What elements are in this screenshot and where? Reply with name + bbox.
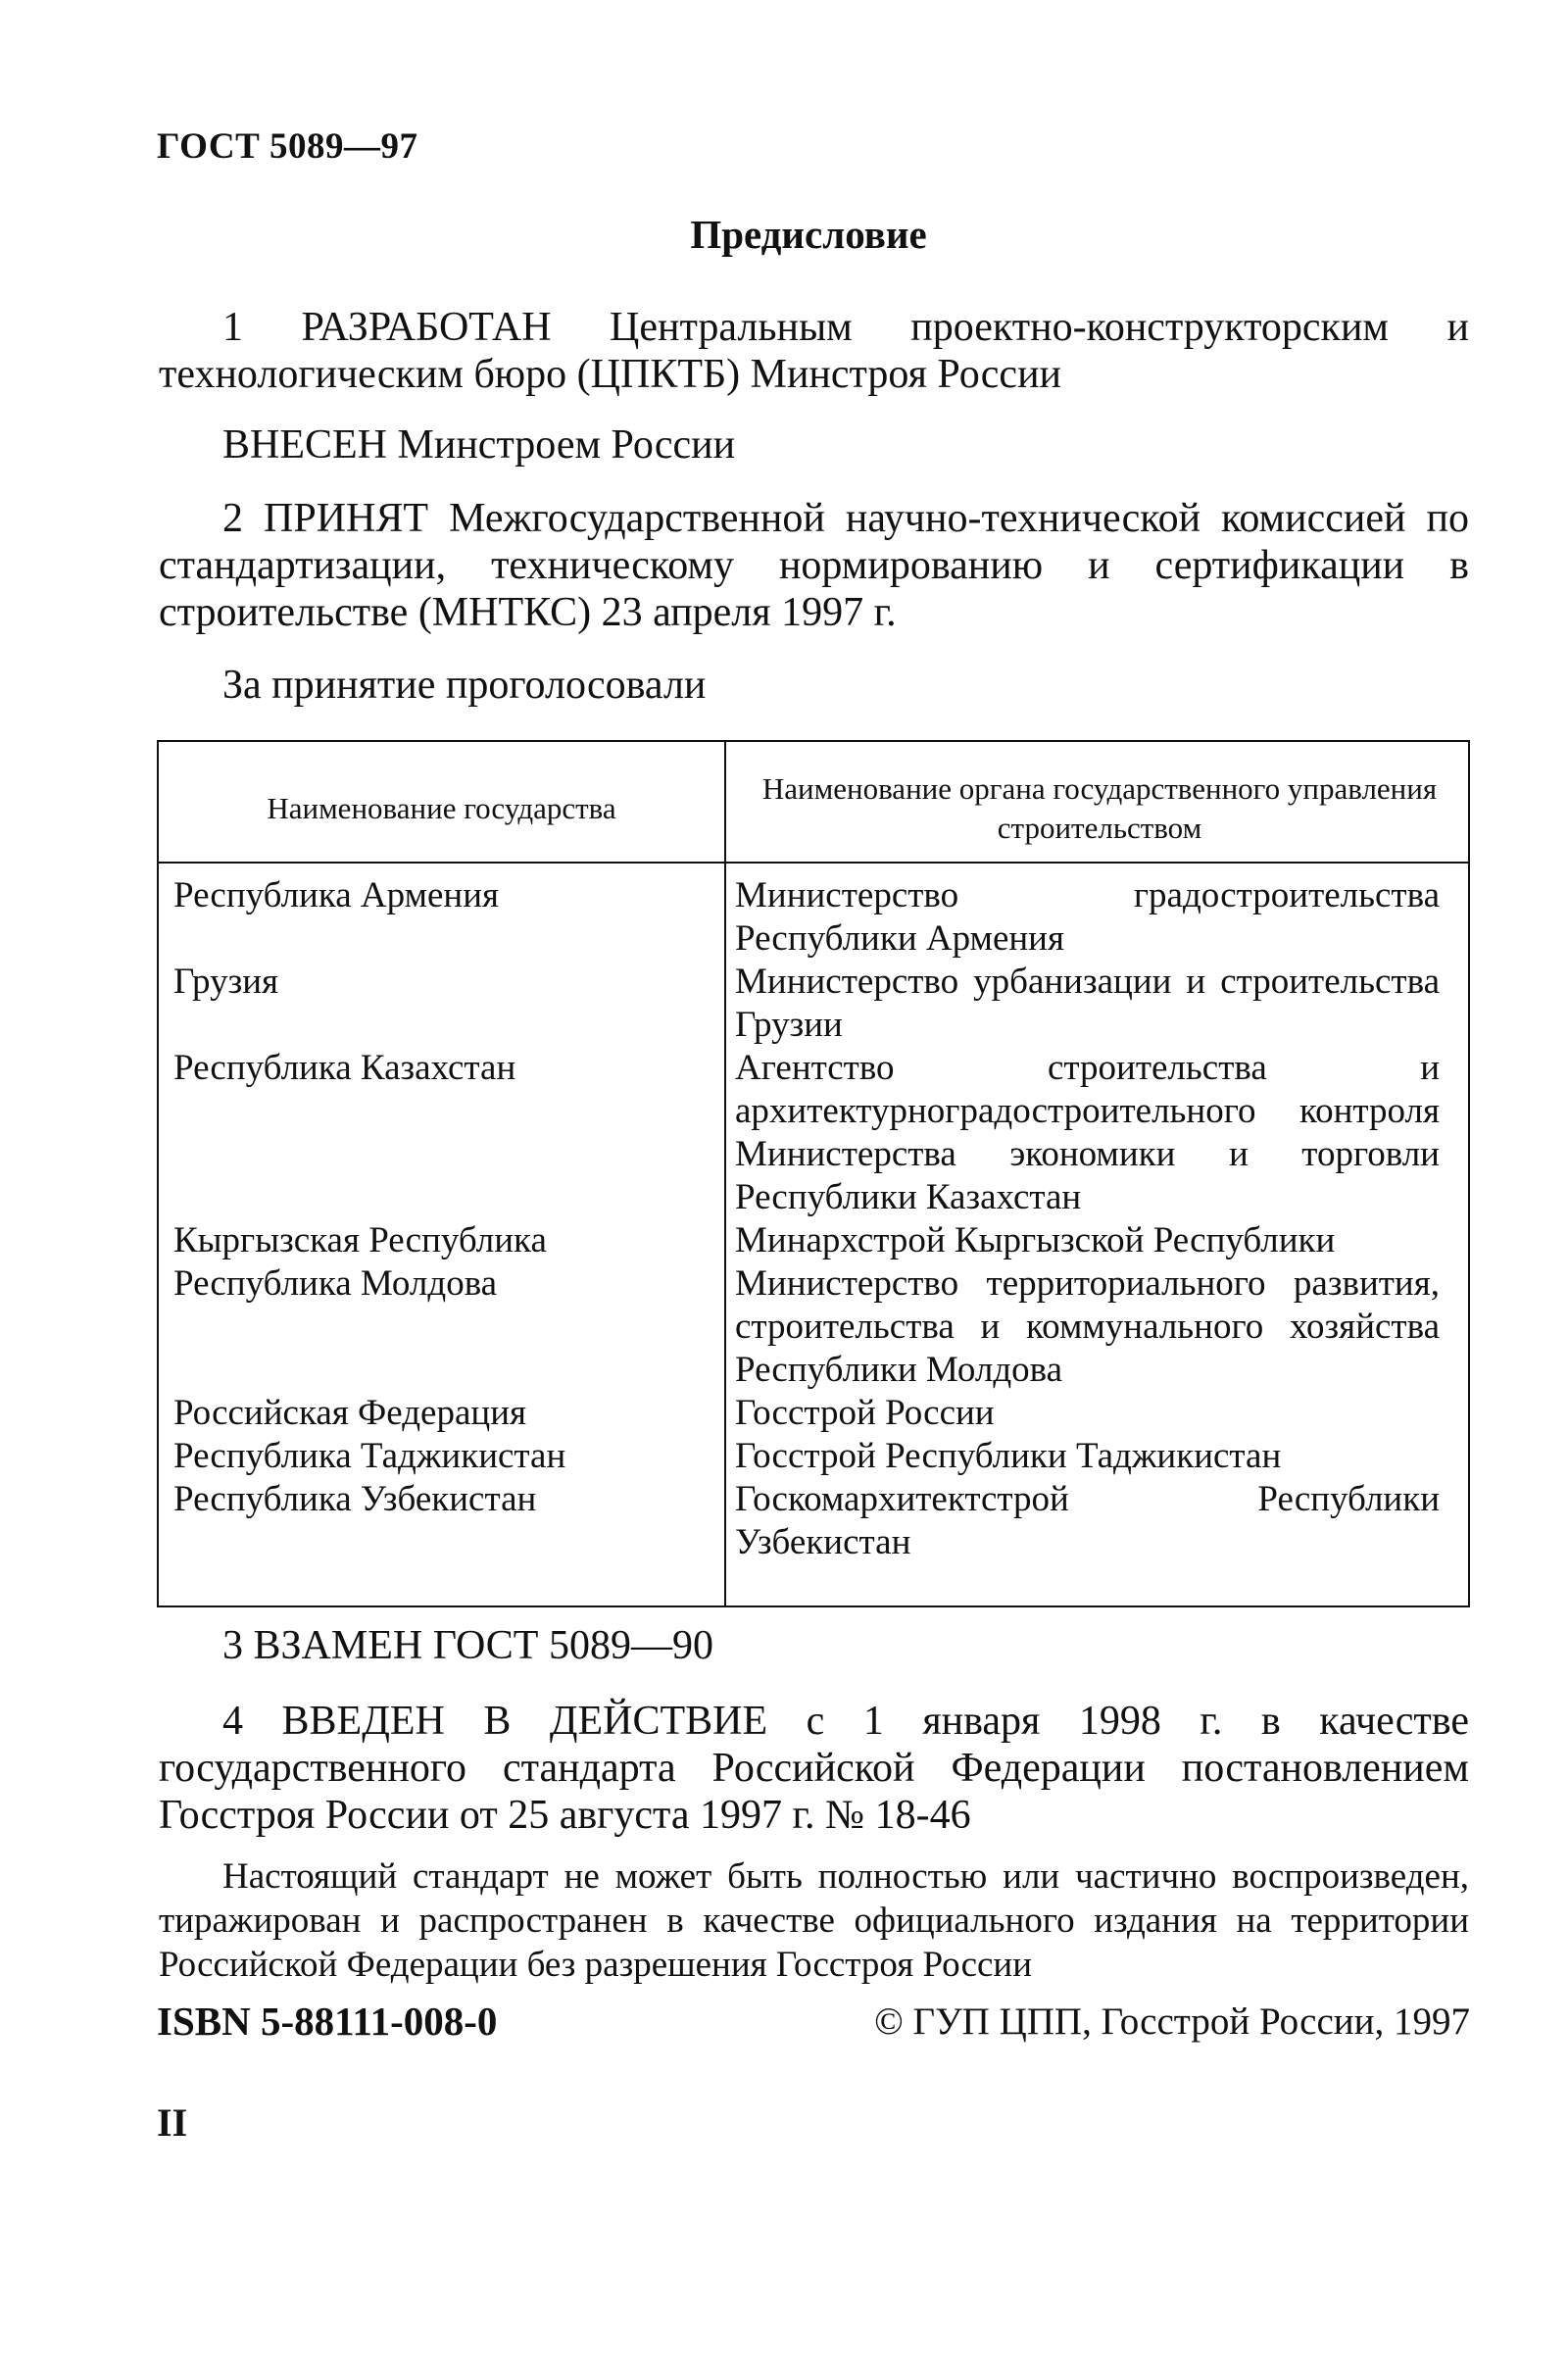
paragraph-replaces: 3 ВЗАМЕН ГОСТ 5089—90 (222, 1623, 713, 1668)
table-cell-country: Грузия (173, 962, 279, 1002)
table-cell-country: Республика Молдова (173, 1263, 498, 1304)
table-cell-country: Российская Федерация (173, 1393, 527, 1433)
table-cell-country: Республика Армения (173, 875, 500, 915)
table-row (159, 874, 1468, 961)
table-cell-organ: Госстрой Республики Таджикистан (735, 1436, 1282, 1476)
table-cell-country: Республика Таджикистан (173, 1436, 566, 1476)
isbn: ISBN 5-88111-008-0 (157, 1999, 498, 2044)
table-row (159, 1219, 1468, 1262)
table-cell-organ: Минархстрой Кыргызской Республики (735, 1220, 1336, 1260)
page-title: Предисловие (690, 212, 927, 257)
table-header-organ: Наименование органа государственного управления строительством (761, 771, 1438, 845)
table-cell-country: Кыргызская Республика (173, 1220, 547, 1260)
table-cell-country: Республика Казахстан (173, 1048, 516, 1088)
table-row (159, 1478, 1468, 1564)
paragraph-voted: За принятие проголосовали (222, 663, 707, 708)
table-cell-organ: Госстрой России (735, 1393, 995, 1433)
paragraph-developed: 1 РАЗРАБОТАН Центральным проектно-конструкторским и технологическим бюро (ЦПКТБ) Минстроя России (159, 305, 1469, 397)
paragraph-adopted: 2 ПРИНЯТ Межгосударственной научно-технической комиссией по стандартизации, техническому нормированию и сертификации в строительстве (МНТКС) 23 апреля 1997 г. (159, 496, 1469, 635)
paragraph-effective: 4 ВВЕДЕН В ДЕЙСТВИЕ с 1 января 1998 г. в качестве государственного стандарта Российской Федерации постановлением Госстроя России от 25 августа 1997 г. № 18-46 (159, 1699, 1469, 1838)
table-cell-organ: Министерство урбанизации и строительства Грузии (735, 962, 1440, 1045)
table-cell-organ: Министерство территориального развития, строительства и коммунального хозяйства Республики Молдова (735, 1263, 1440, 1390)
table-row (159, 1392, 1468, 1435)
table-header-divider (159, 862, 1468, 864)
table-header-country: Наименование государства (267, 791, 616, 825)
table-cell-organ: Агентство строительства и архитектурноградостроительного контроля Министерства экономики и торговли Республики Казахстан (735, 1048, 1440, 1217)
table-row (159, 1047, 1468, 1219)
table-row (159, 1435, 1468, 1478)
paragraph-notice: Настоящий стандарт не может быть полностью или частично воспроизведен, тиражирован и распространен в качестве официального издания на территории Российской Федерации без разрешения Госстроя России (159, 1856, 1469, 1985)
page-number: II (157, 2100, 188, 2145)
table-body (159, 874, 1468, 1564)
table-row (159, 1262, 1468, 1392)
table-cell-organ: Госкомархитектстрой Республики Узбекистан (735, 1479, 1440, 1562)
table-cell-organ: Министерство градостроительства Республики Армения (735, 875, 1440, 959)
copyright: © ГУП ЦПП, Госстрой России, 1997 (874, 2001, 1470, 2043)
paragraph-submitted: ВНЕСЕН Минстроем России (222, 422, 736, 468)
table-row (159, 961, 1468, 1047)
table-cell-country: Республика Узбекистан (173, 1479, 537, 1519)
document-code: ГОСТ 5089—97 (157, 126, 418, 167)
voting-table (157, 740, 1470, 1607)
